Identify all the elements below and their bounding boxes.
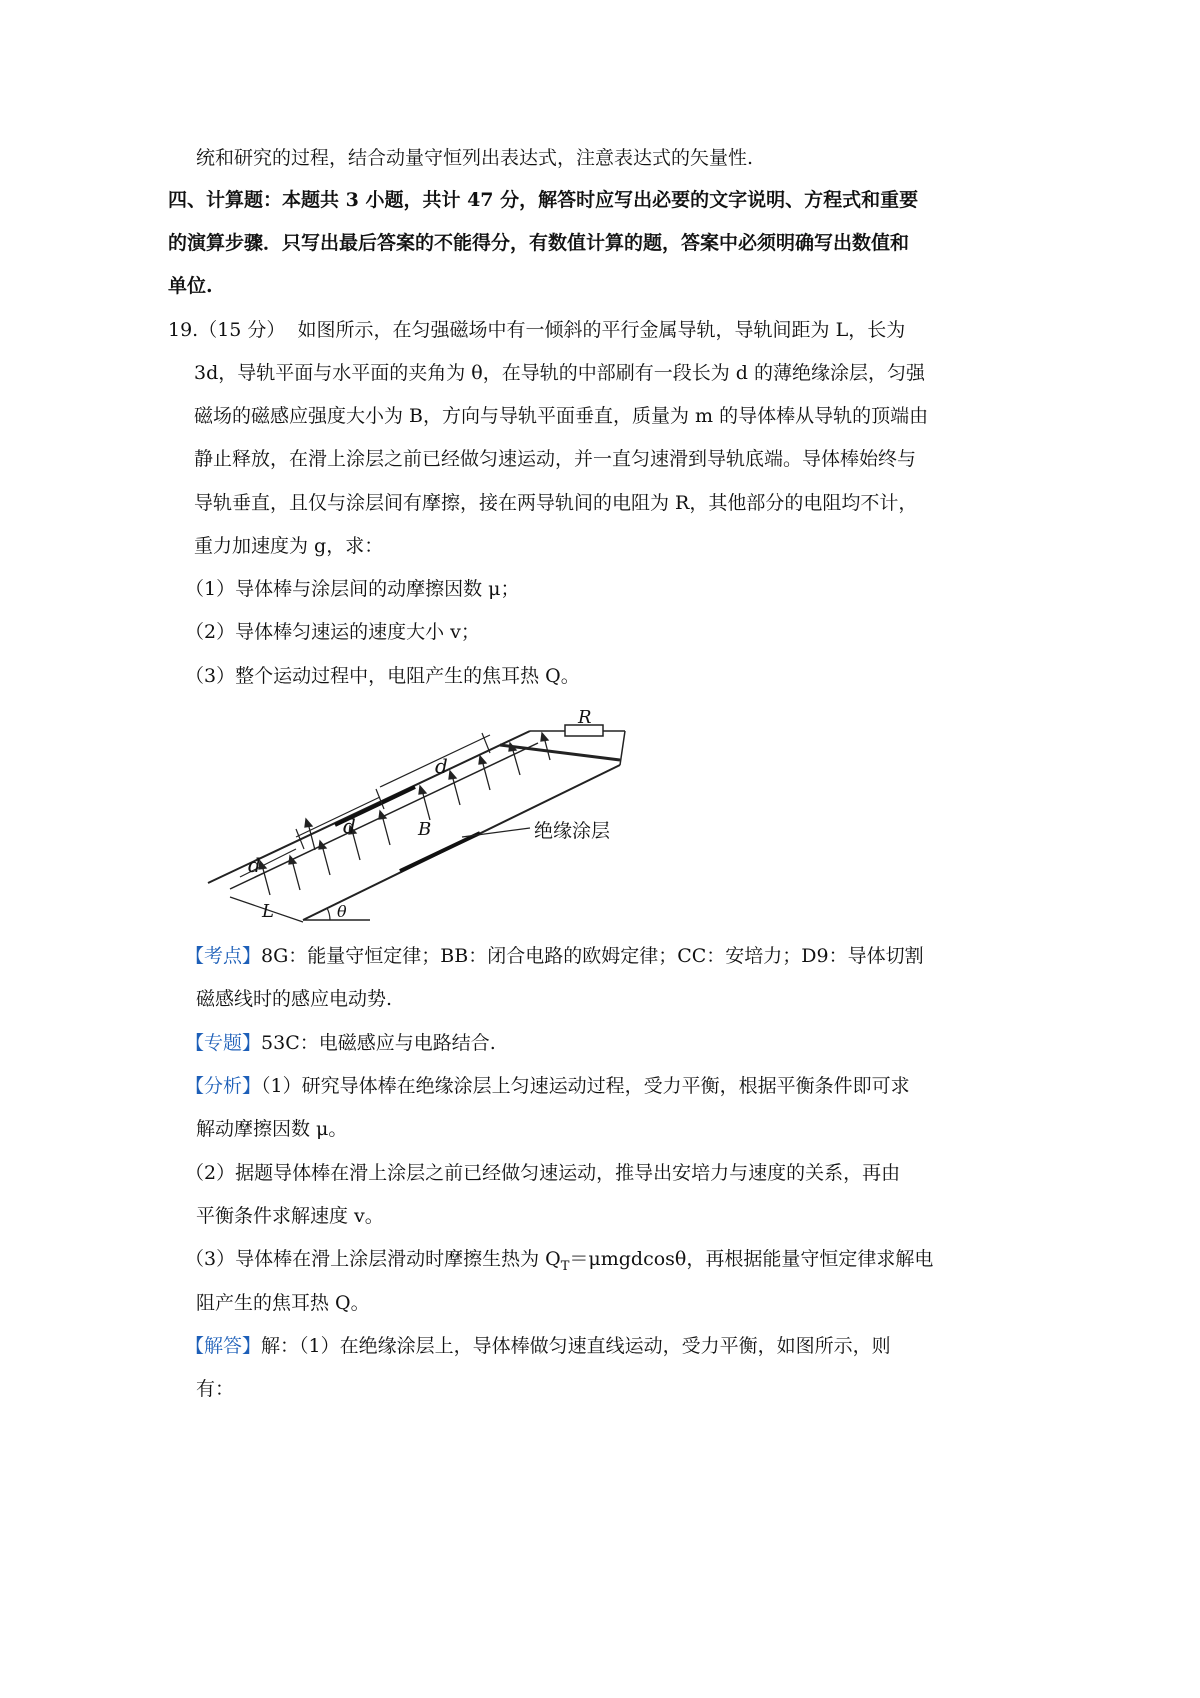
question-line-4: 静止释放，在滑上涂层之前已经做匀速运动，并一直匀速滑到导轨底端。导体棒始终与 xyxy=(194,448,917,470)
question-number: 19.（15 分） xyxy=(168,319,286,341)
kaodian-tag: 【考点】 xyxy=(185,945,262,967)
sub-question-1: （1）导体棒与涂层间的动摩擦因数 μ； xyxy=(185,578,520,600)
label-d-middle: d xyxy=(343,814,356,838)
zhuanti-line xyxy=(185,1029,496,1057)
right-wire xyxy=(620,731,625,765)
zhuanti-text: 53C：电磁感应与电路结合. xyxy=(261,1032,496,1054)
question-text-1: 如图所示，在匀强磁场中有一倾斜的平行金属导轨，导轨间距为 L，长为 xyxy=(297,319,906,341)
d-dimension-lines xyxy=(240,733,490,877)
jieda-line-1 xyxy=(185,1332,891,1360)
question-line-6: 重力加速度为 g，求： xyxy=(194,535,384,557)
label-theta: θ xyxy=(337,902,347,921)
zhuanti-tag: 【专题】 xyxy=(185,1032,262,1054)
sub-question-2: （2）导体棒匀速运的速度大小 v； xyxy=(185,621,480,643)
question-line-2: 3d，导轨平面与水平面的夹角为 θ，在导轨的中部刷有一段长为 d 的薄绝缘涂层，匀强 xyxy=(194,362,925,384)
fenxi-line-6: 阻产生的焦耳热 Q。 xyxy=(196,1292,370,1314)
kaodian-line-1 xyxy=(185,942,924,970)
label-coating: 绝缘涂层 xyxy=(534,820,611,842)
jieda-line-2: 有： xyxy=(196,1378,235,1400)
label-d-bottom: d xyxy=(248,853,261,877)
section-heading-line-3: 单位. xyxy=(168,275,213,297)
label-L: L xyxy=(262,901,274,922)
jieda-tag: 【解答】 xyxy=(185,1335,262,1357)
section-heading-line-1: 四、计算题：本题共 3 小题，共计 47 分，解答时应写出必要的文字说明、方程式和重要 xyxy=(168,189,919,211)
fenxi-line-2: 解动摩擦因数 μ。 xyxy=(196,1118,348,1140)
label-R: R xyxy=(578,707,592,728)
theta-arc xyxy=(327,908,330,920)
sub-question-3: （3）整个运动过程中，电阻产生的焦耳热 Q。 xyxy=(185,665,580,687)
coating-lower xyxy=(400,833,480,871)
fenxi-line-4: 平衡条件求解速度 v。 xyxy=(196,1205,384,1227)
question-line-5: 导轨垂直，且仅与涂层间有摩擦，接在两导轨间的电阻为 R，其他部分的电阻均不计， xyxy=(194,492,918,514)
fenxi-tag: 【分析】 xyxy=(185,1075,262,1097)
question-line-1 xyxy=(168,316,905,344)
question-line-3: 磁场的磁感应强度大小为 B，方向与导轨平面垂直，质量为 m 的导体棒从导轨的顶端由 xyxy=(194,405,929,427)
jieda-text-1: 解：（1）在绝缘涂层上，导体棒做匀速直线运动，受力平衡，如图所示，则 xyxy=(261,1335,891,1357)
fenxi-text-5a: （3）导体棒在滑上涂层滑动时摩擦生热为 Q xyxy=(185,1248,561,1270)
fenxi-subscript-T: T xyxy=(560,1258,570,1274)
label-d-top: d xyxy=(435,754,448,778)
fenxi-line-5 xyxy=(185,1245,933,1281)
label-B: B xyxy=(418,819,432,840)
fenxi-line-3: （2）据题导体棒在滑上涂层之前已经做匀速运动，推导出安培力与速度的关系，再由 xyxy=(185,1162,901,1184)
section-heading-line-2: 的演算步骤．只写出最后答案的不能得分，有数值计算的题，答案中必须明确写出数值和 xyxy=(168,232,910,254)
fenxi-text-5b: ＝μmgdcosθ，再根据能量守恒定律求解电 xyxy=(569,1248,934,1270)
prev-text-line: 统和研究的过程，结合动量守恒列出表达式，注意表达式的矢量性. xyxy=(196,147,754,169)
kaodian-line-2: 磁感线时的感应电动势. xyxy=(196,988,393,1010)
fenxi-line-1 xyxy=(185,1072,910,1100)
fenxi-text-1: （1）研究导体棒在绝缘涂层上匀速运动过程，受力平衡，根据平衡条件即可求 xyxy=(261,1075,910,1097)
coating-pointer xyxy=(462,828,530,837)
kaodian-text-1: 8G：能量守恒定律；BB：闭合电路的欧姆定律；CC：安培力；D9：导体切割 xyxy=(261,945,924,967)
inclined-rail-figure xyxy=(200,707,670,940)
